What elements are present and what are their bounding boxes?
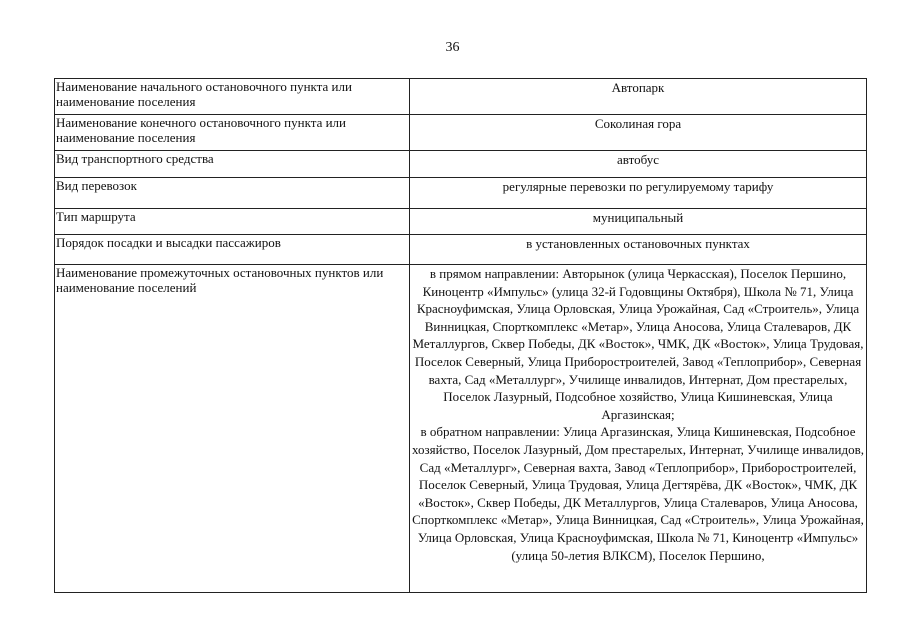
row-label: Наименование промежуточных остановочных пунктов или наименование поселений (55, 265, 410, 593)
route-type-value: муниципальный (592, 210, 684, 225)
table-row (55, 265, 867, 593)
table-row (55, 235, 867, 265)
vehicle-type-value: автобус (617, 152, 659, 167)
row-label: Наименование конечного остановочного пункта или наименование поселения (55, 115, 410, 151)
row-value (410, 265, 867, 593)
row-value (410, 151, 867, 178)
backward-direction-stops: в обратном направлении: Улица Аргазинская, Улица Кишиневская, Подсобное хозяйство, Поселок Лазурный, Дом престарелых, Интернат, Училище инвалидов, Сад «Металлург», Северная вахта, Завод «Теплоприбор», Приборостроителей, Поселок Северный, Улица Трудовая, Улица Дегтярёва, ДК «Восток», ЧМК, ДК «Восток», Сквер Победы, ДК Металлургов, Улица Сталеваров, Улица Аносова, Спорткомплекс «Метар», Улица Винницкая, Сад «Строитель», Улица Урожайная, Улица Орловская, Улица Красноуфимская, Школа № 71, Киноцентр «Импульс» (улица 50-летия ВЛКСМ), Поселок Першино, (412, 424, 864, 563)
row-value (410, 178, 867, 209)
row-value (410, 235, 867, 265)
end-stop-value: Соколиная гора (594, 116, 682, 131)
row-label: Порядок посадки и высадки пассажиров (55, 235, 410, 265)
table-row (55, 79, 867, 115)
row-label: Вид транспортного средства (55, 151, 410, 178)
forward-direction-stops: в прямом направлении: Авторынок (улица Черкасская), Поселок Першино, Киноцентр «Импульс» (улица 32-й Годовщины Октября), Школа № 71, Улица Красноуфимская, Улица Орловская, Улица Урожайная, Сад «Строитель», Улица Винницкая, Спорткомплекс «Метар», Улица Аносова, Улица Сталеваров, ДК Металлургов, Сквер Победы, ДК «Восток», ЧМК, ДК «Восток», Улица Трудовая, Поселок Северный, Улица Приборостроителей, Завод «Теплоприбор», Северная вахта, Сад «Металлург», Училище инвалидов, Интернат, Дом престарелых, Поселок Лазурный, Подсобное хозяйство, Улица Кишиневская, Улица Аргазинская; (412, 266, 864, 422)
route-passport-table (54, 78, 867, 593)
row-value (410, 209, 867, 235)
table-row (55, 209, 867, 235)
table-row (55, 178, 867, 209)
boarding-order-value: в установленных остановочных пунктах (526, 236, 750, 251)
row-label: Наименование начального остановочного пункта или наименование поселения (55, 79, 410, 115)
start-stop-value: Автопарк (611, 80, 665, 95)
page-number: 36 (445, 40, 460, 55)
table-row (55, 115, 867, 151)
table-row (55, 151, 867, 178)
row-value (410, 79, 867, 115)
row-label: Вид перевозок (55, 178, 410, 209)
row-label: Тип маршрута (55, 209, 410, 235)
row-value (410, 115, 867, 151)
transport-kind-value: регулярные перевозки по регулируемому тарифу (502, 179, 774, 194)
